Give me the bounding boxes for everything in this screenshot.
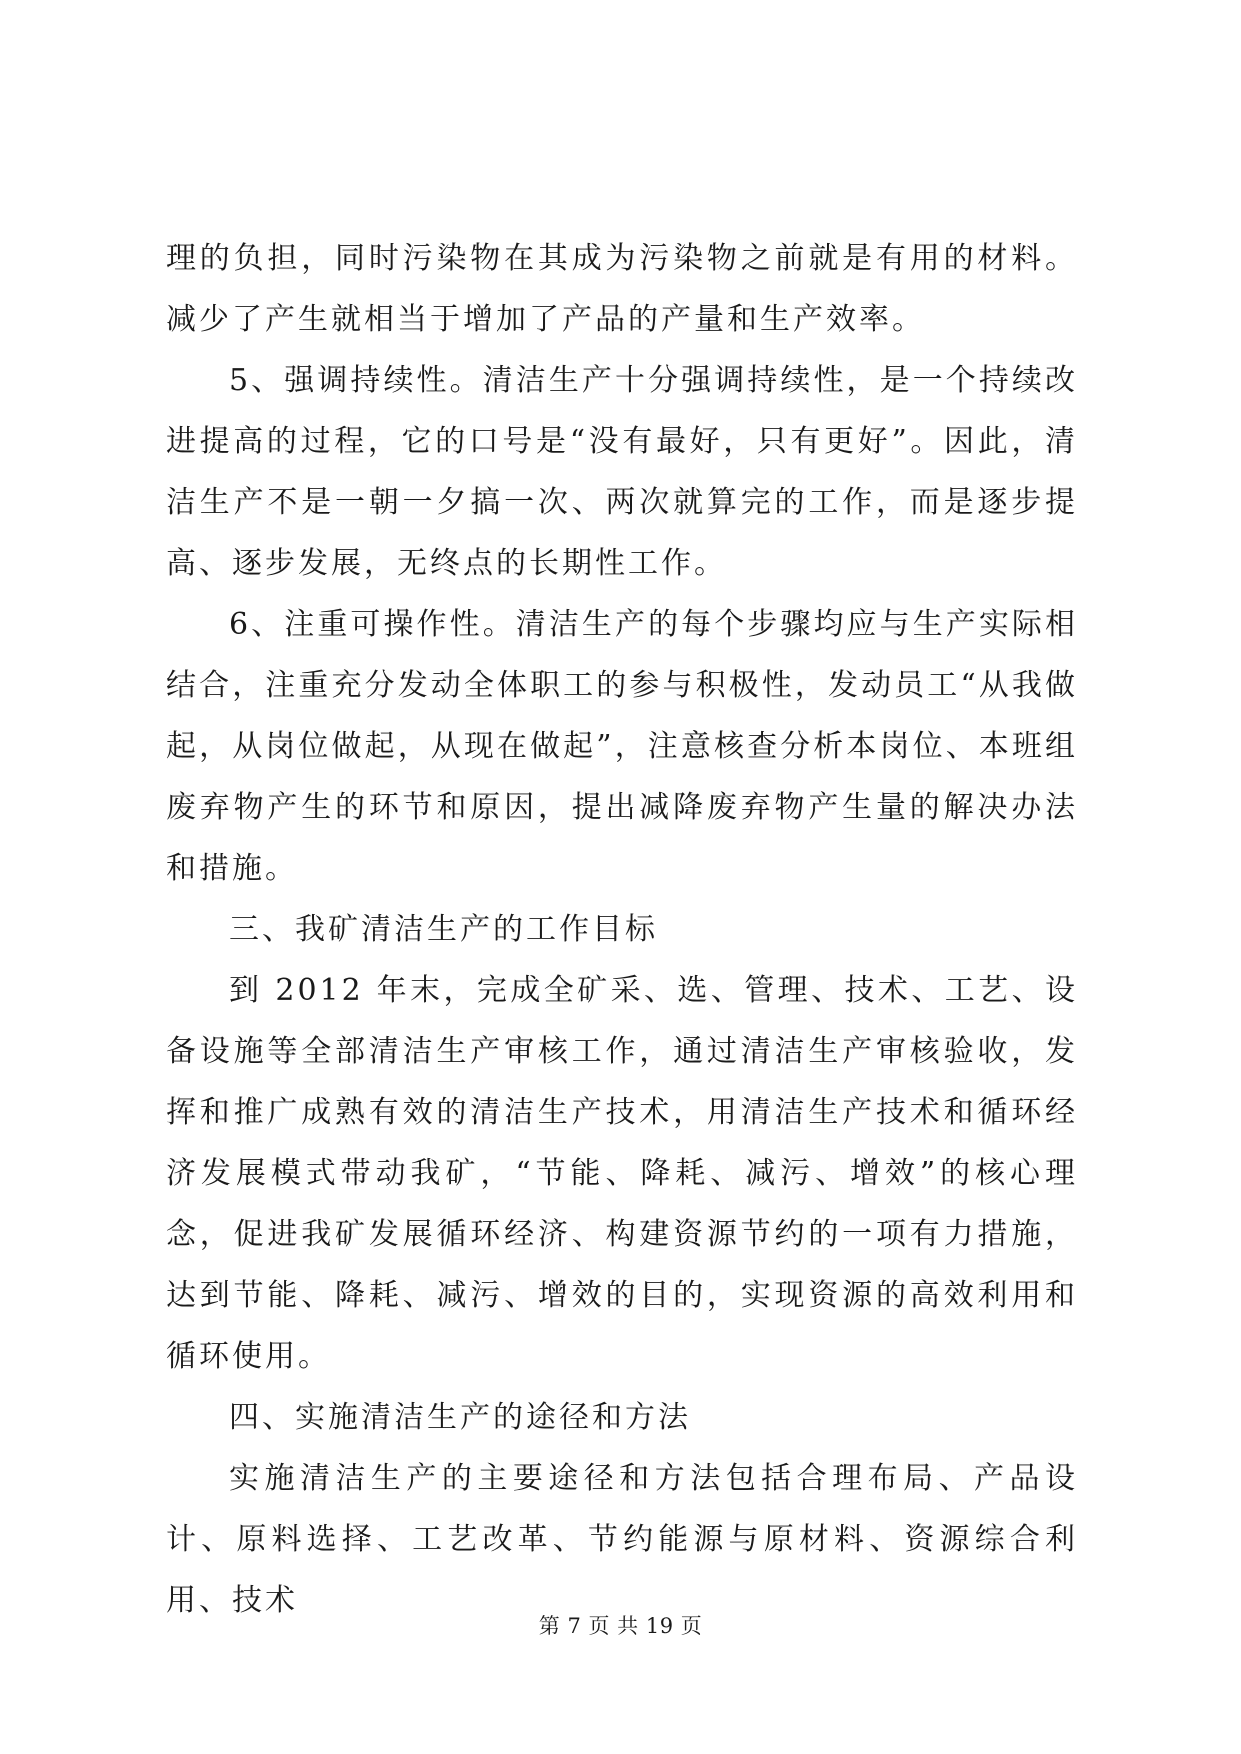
section-heading-3: 三、我矿清洁生产的工作目标	[229, 912, 658, 947]
section-heading-4: 四、实施清洁生产的途径和方法	[229, 1400, 691, 1435]
paragraph-item-5: 5、强调持续性。清洁生产十分强调持续性，是一个持续改进提高的过程，它的口号是“没有最好，只有更好”。因此，清洁生产不是一朝一夕搞一次、两次就算完的工作，而是逐步提高、逐步发展，无终点的长期性工作。	[166, 363, 1078, 581]
paragraph-item-6: 6、注重可操作性。清洁生产的每个步骤均应与生产实际相结合，注重充分发动全体职工的参与积极性，发动员工“从我做起，从岗位做起，从现在做起”，注意核查分析本岗位、本班组废弃物产生的环节和原因，提出减降废弃物产生量的解决办法和措施。	[166, 607, 1078, 886]
paragraph-goals: 到 2012 年末，完成全矿采、选、管理、技术、工艺、设备设施等全部清洁生产审核工作，通过清洁生产审核验收，发挥和推广成熟有效的清洁生产技术，用清洁生产技术和循环经济发展模式带动我矿，“节能、降耗、减污、增效”的核心理念，促进我矿发展循环经济、构建资源节约的一项有力措施，达到节能、降耗、减污、增效的目的，实现资源的高效利用和循环使用。	[166, 973, 1078, 1374]
page-number-footer: 第 7 页 共 19 页	[538, 1614, 703, 1638]
paragraph-continuation: 理的负担，同时污染物在其成为污染物之前就是有用的材料。减少了产生就相当于增加了产品的产量和生产效率。	[166, 241, 1078, 337]
paragraph-methods: 实施清洁生产的主要途径和方法包括合理布局、产品设计、原料选择、工艺改革、节约能源与原材料、资源综合利用、技术	[166, 1461, 1078, 1618]
document-body	[166, 228, 1078, 1631]
